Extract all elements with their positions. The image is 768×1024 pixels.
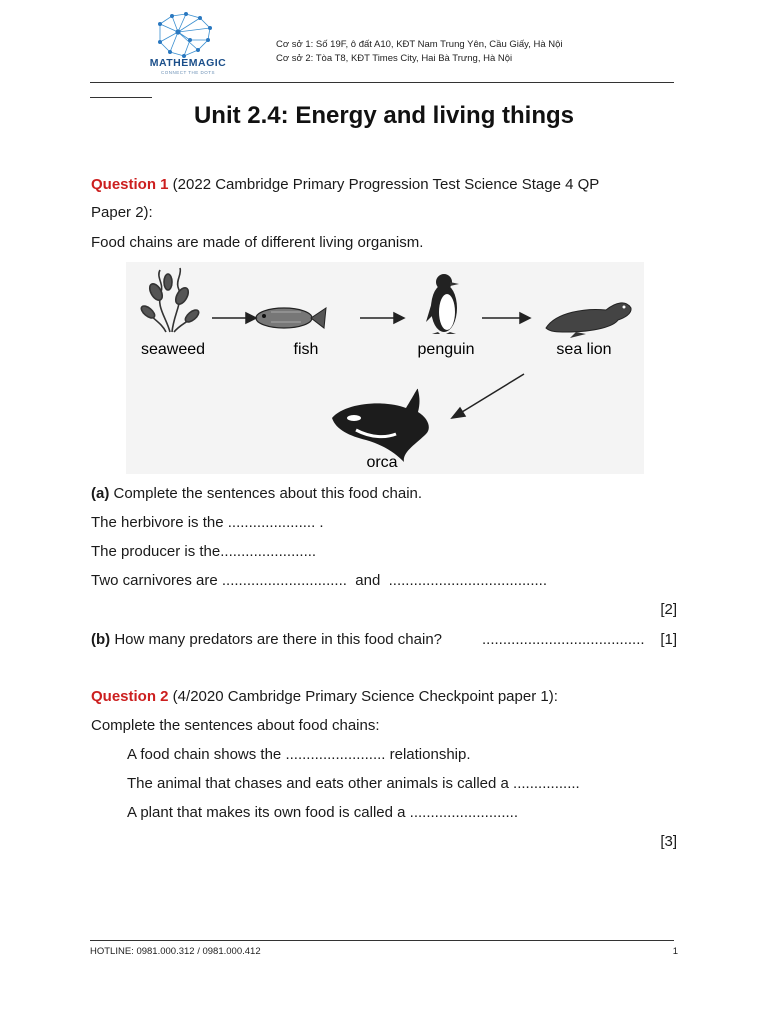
q1a-carnivores-part1: Two carnivores are ..............................: [91, 572, 347, 589]
q1a-label: (a): [91, 485, 110, 502]
address-line-2: Cơ sở 2: Tòa T8, KĐT Times City, Hai Bà Trưng, Hà Nội: [276, 53, 513, 64]
page-title: Unit 2.4: Energy and living things: [193, 102, 575, 129]
q1b-label: (b): [91, 631, 111, 648]
q2-label: Question 2: [91, 688, 169, 705]
header-divider-short: [90, 97, 152, 98]
footer-divider: [90, 940, 674, 941]
q2-source: (4/2020 Cambridge Primary Science Checkpoint paper 1):: [168, 688, 558, 705]
q1-heading: [91, 176, 599, 194]
address-line-1: Cơ sở 1: Số 19F, ô đất A10, KĐT Nam Trung Yên, Cầu Giấy, Hà Nội: [276, 39, 563, 50]
q1a-herbivore-line[interactable]: The herbivore is the ..................... .: [91, 514, 324, 531]
q1a-carnivores-and: and: [355, 572, 381, 589]
q1-intro: Food chains are made of different living organism.: [91, 234, 424, 251]
q1b-marks: [1]: [660, 631, 677, 648]
label-fish: fish: [293, 341, 319, 358]
q1b-answer-line[interactable]: .......................................: [482, 631, 645, 648]
label-sea-lion: sea lion: [556, 341, 612, 358]
q1-source: (2022 Cambridge Primary Progression Test Science Stage 4 QP: [168, 176, 600, 193]
q1a-producer-line[interactable]: The producer is the.......................: [91, 543, 317, 560]
q1-source-cont: Paper 2):: [91, 204, 153, 221]
page-number: 1: [672, 946, 678, 957]
logo-tagline: CONNECT THE DOTS: [160, 70, 216, 75]
q2-marks: [3]: [660, 833, 677, 850]
q2-line-2[interactable]: The animal that chases and eats other animals is called a ................: [127, 775, 580, 792]
food-chain-figure: [126, 262, 644, 474]
q2-intro: Complete the sentences about food chains:: [91, 717, 380, 734]
q1-label: Question 1: [91, 176, 169, 193]
logo-text: MATHEMAGIC: [149, 57, 227, 69]
q1a-prompt: [91, 485, 422, 503]
q1b-text: How many predators are there in this food chain?: [110, 631, 443, 648]
label-penguin: penguin: [417, 341, 475, 358]
label-orca: orca: [366, 454, 398, 471]
q2-line-1[interactable]: A food chain shows the ........................ relationship.: [127, 746, 471, 763]
q2-heading: [91, 688, 558, 706]
footer-hotline: HOTLINE: 0981.000.312 / 0981.000.412: [90, 946, 261, 957]
q1a-carnivores-line[interactable]: [91, 572, 547, 590]
q1a-marks: [2]: [660, 601, 677, 618]
label-seaweed: seaweed: [140, 341, 206, 358]
q1b-prompt: [91, 631, 442, 649]
q1a-text: Complete the sentences about this food chain.: [109, 485, 423, 502]
q2-line-3[interactable]: A plant that makes its own food is called a ..........................: [127, 804, 519, 821]
q1a-carnivores-part2: ......................................: [388, 572, 548, 589]
header-divider: [90, 82, 674, 83]
